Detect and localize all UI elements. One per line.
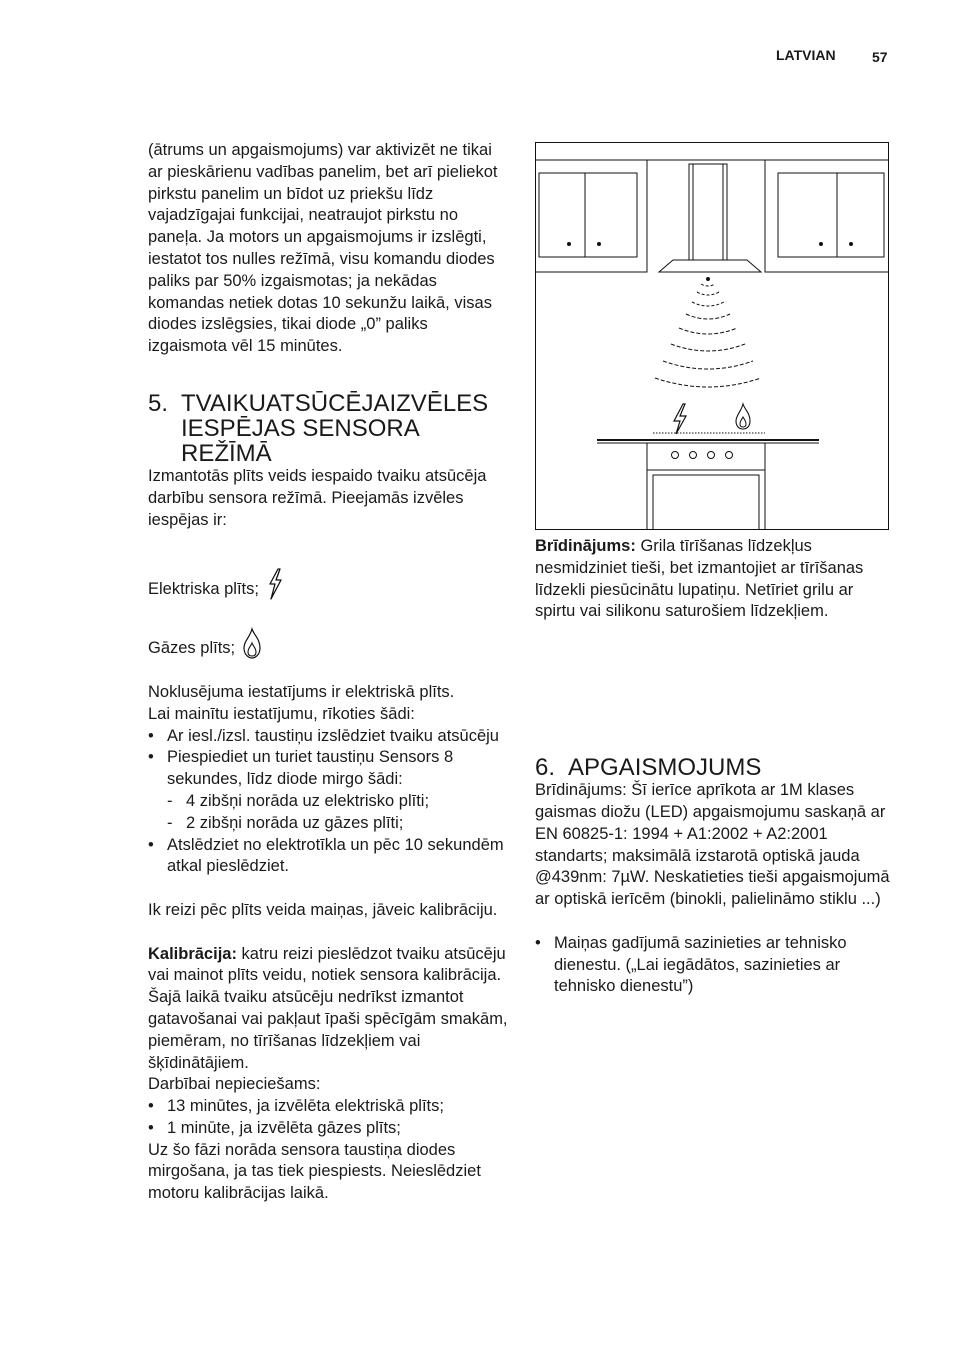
intro-paragraph: (ātrums un apgaismojums) var aktivizēt ne tikai ar pieskārienu vadības panelim, bet arī pieliekot pirkstu panelim un bīdot uz priekšu līdz vajadzīgajai funkcijai, neatraujot pirkstu no paneļa. Ja motors un apgaismojums ir izslēgti, iestatot tos nulles režīmā, visu komandu diodes paliks par 50% izgaismotas; ja nekādas komandas netiek dotas 10 sekunžu laikā, visas diodes izslēgsies, tikai diode „0” paliks izgaismota vēl 15 minūtes. <box>148 141 498 356</box>
section5-intro: Izmantotās plīts veids iespaido tvaiku atsūcēja darbību sensora režīmā. Pieejamās izvēles iespējas ir: <box>148 466 487 529</box>
section6-list <box>535 933 895 998</box>
list-item: • Maiņas gadījumā sazinieties ar tehnisko dienestu. („Lai iegādātos, sazinieties ar tehnisko dienestu”) <box>535 933 895 998</box>
gas-option <box>148 627 508 660</box>
steps-list-cont <box>148 835 508 879</box>
list-item: • Atslēdziet no elektrotīkla un pēc 10 sekundēm atkal pieslēdziet. <box>148 835 508 879</box>
list-item: • 1 minūte, ja izvēlēta gāzes plīts; <box>148 1118 508 1140</box>
list-item: • 13 minūtes, ja izvēlēta elektriskā plīts; <box>148 1096 508 1118</box>
calibration-paragraph <box>148 944 508 1075</box>
change-setting-line: Lai mainītu iestatījumu, rīkoties šādi: <box>148 704 415 723</box>
list-item: - 2 zibšņi norāda uz gāzes plīti; <box>148 813 508 835</box>
duration-list <box>148 1096 508 1140</box>
warning-paragraph <box>535 536 895 623</box>
section5-heading <box>148 391 508 466</box>
list-item <box>148 747 508 791</box>
header-language: LATVIAN <box>776 47 836 63</box>
page-number: 57 <box>872 49 888 65</box>
default-setting-line: Noklusējuma iestatījums ir elektriskā plīts. <box>148 682 455 701</box>
electric-option <box>148 568 508 601</box>
gas-label: Gāzes plīts; <box>148 639 236 658</box>
section6-number: 6. <box>535 754 556 782</box>
hood-illustration <box>535 142 889 530</box>
electric-label: Elektriska plīts; <box>148 580 259 599</box>
calibration-note: Ik reizi pēc plīts veida maiņas, jāveic kalibrāciju. <box>148 900 498 919</box>
section5-number: 5. <box>148 389 169 417</box>
blink-list <box>148 791 508 835</box>
calibration-text: katru reizi pieslēdzot tvaiku atsūcēju vai mainot plīts veidu, notiek sensora kalibrācija. Šajā laikā tvaiku atsūcēju nedrīkst izmantot gatavošanai vai pakļaut īpaši spēcīgām smakām, piemēram, no tīrīšanas līdzekļiem vai šķīdinātājiem. <box>148 944 508 1072</box>
gas-flame-icon <box>242 627 262 659</box>
left-column <box>148 140 508 1205</box>
warning-label: Brīdinājums: <box>535 537 636 555</box>
list-item-text: Piespiediet un turiet taustiņu Sensors 8 sekundes, līdz diode mirgo šādi: <box>167 748 454 789</box>
list-item: - 4 zibšņi norāda uz elektrisko plīti; <box>148 791 508 813</box>
right-column <box>535 536 895 998</box>
lightning-bolt-icon <box>266 568 284 600</box>
section5-title: TVAIKUATSŪCĒJAIZVĒLES IESPĒJAS SENSORA REŽĪMĀ <box>181 389 489 467</box>
steps-list <box>148 726 508 791</box>
required-line: Darbībai nepieciešams: <box>148 1075 321 1094</box>
section6-text: Brīdinājums: Šī ierīce aprīkota ar 1M klases gaismas diožu (LED) apgaismojumu saskaņā ar EN 60825-1: 1994 + A1:2002 + A2:2001 standarts; maksimālā izstarotā optiskā jauda @439nm: 7µW. Neskatieties tieši apgaismojumā ar optiskā ierīcēm (binokli, palielināmo stiklu ...) <box>535 781 890 909</box>
section6-heading <box>535 755 895 780</box>
warning-text: Grila tīrīšanas līdzekļus nesmidziniet tieši, bet izmantojiet ar tīrīšanas līdzekli piesūcinātu lupatiņu. Netīriet grilu ar spirtu vai silikonu saturošiem līdzekļiem. <box>535 537 864 621</box>
section6-title: APGAISMOJUMS <box>568 754 762 782</box>
calibration-label: Kalibrācija: <box>148 944 237 963</box>
list-item: • Ar iesl./izsl. taustiņu izslēdziet tvaiku atsūcēju <box>148 726 508 748</box>
closing-paragraph: Uz šo fāzi norāda sensora taustiņa diodes mirgošana, ja tas tiek piespiests. Neieslēdziet motoru kalibrācijas laikā. <box>148 1140 481 1203</box>
